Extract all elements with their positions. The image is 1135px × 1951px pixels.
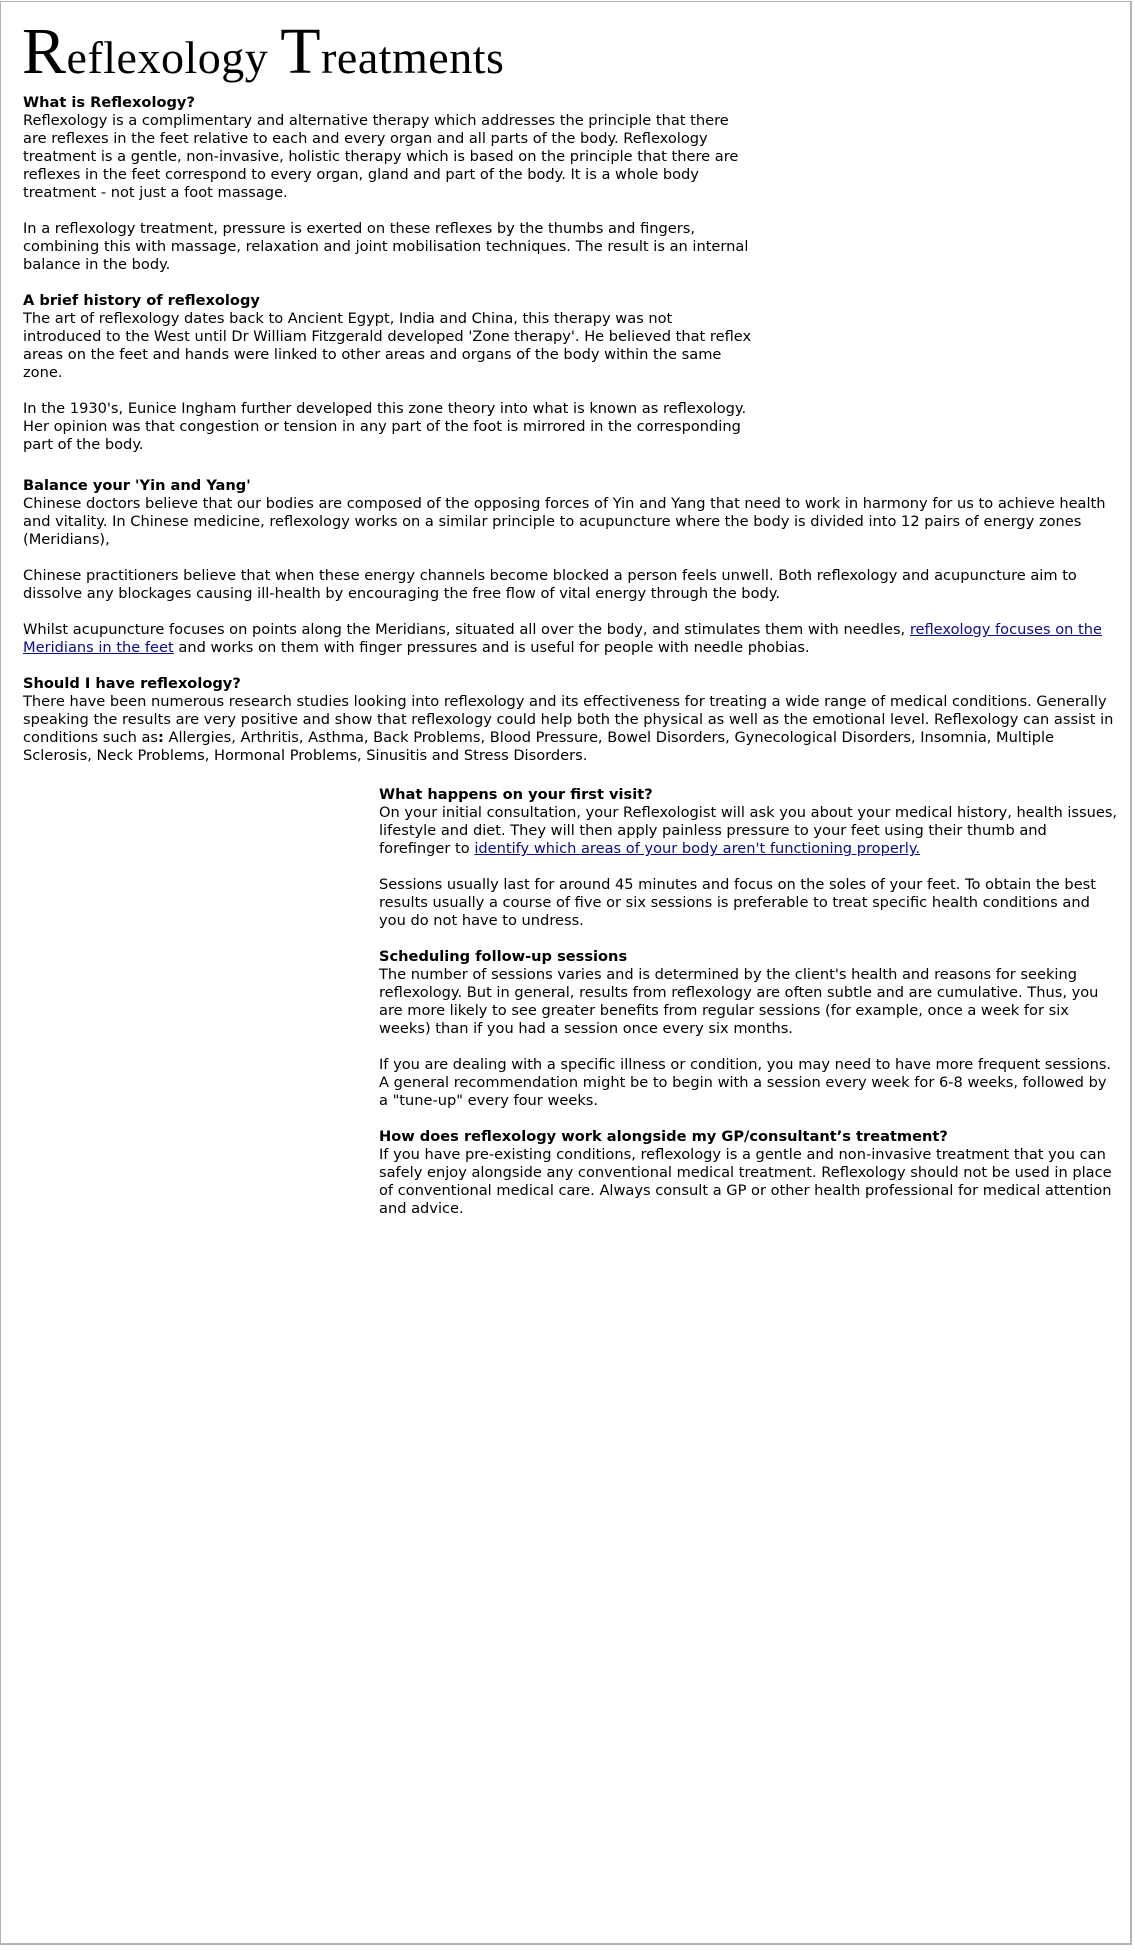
left-column bbox=[23, 94, 753, 472]
meridians-feet-link[interactable]: reflexology focuses on the Meridians in the feet bbox=[23, 621, 1102, 656]
section-heading: Scheduling follow-up sessions bbox=[379, 948, 628, 965]
identify-areas-link[interactable]: identify which areas of your body aren't functioning properly. bbox=[474, 840, 921, 857]
paragraph: Chinese practitioners believe that when these energy channels become blocked a person feels unwell. Both reflexology and acupuncture aim to dissolve any blockages causing ill-health by encouraging the free flow of vital energy through the body. bbox=[23, 567, 1077, 602]
section-first-visit bbox=[379, 786, 1119, 930]
section-yin-yang bbox=[23, 477, 1123, 657]
section-history bbox=[23, 292, 753, 454]
paragraph: In a reflexology treatment, pressure is exerted on these reflexes by the thumbs and fingers, combining this with massage, relaxation and joint mobilisation techniques. The result is an internal balance in the body. bbox=[23, 220, 749, 273]
paragraph bbox=[23, 693, 1123, 765]
paragraph: Sessions usually last for around 45 minutes and focus on the soles of your feet. To obtain the best results usually a course of five or six sessions is preferable to treat specific health conditions and you do not have to undress. bbox=[379, 876, 1096, 929]
paragraph: The art of reflexology dates back to Ancient Egypt, India and China, this therapy was not introduced to the West until Dr William Fitzgerald developed 'Zone therapy'. He believed that reflex areas on the feet and hands were linked to other areas and organs of the body within the same zone. bbox=[23, 310, 752, 381]
paragraph-text: On your initial consultation, your Reflexologist will ask you about your medical history, health issues, lifestyle and diet. They will then apply painless pressure to your feet using their thumb and forefinger to bbox=[379, 804, 1118, 857]
bold-colon: : bbox=[158, 729, 164, 746]
section-what-is-reflexology bbox=[23, 94, 753, 274]
section-gp-consultant bbox=[379, 1128, 1119, 1218]
conditions-list-text: Allergies, Arthritis, Asthma, Back Problems, Blood Pressure, Bowel Disorders, Gynecological Disorders, Insomnia, Multiple Sclerosis, Neck Problems, Hormonal Problems, Sinusitis and Stress Disorders. bbox=[23, 729, 1055, 764]
section-heading: A brief history of reflexology bbox=[23, 292, 260, 309]
paragraph bbox=[379, 804, 1119, 858]
paragraph: The number of sessions varies and is determined by the client's health and reasons for seeking reflexology. But in general, results from reflexology are often subtle and are cumulative. Thus, you are more likely to see greater benefits from regular sessions (for example, once a week for six weeks) than if you had a session once every six months. bbox=[379, 966, 1099, 1037]
paragraph: Reflexology is a complimentary and alternative therapy which addresses the principle that there are reflexes in the feet relative to each and every organ and all parts of the body. Reflexology treatment is a gentle, non-invasive, holistic therapy which is based on the principle that there are reflexes in the feet correspond to every organ, gland and part of the body. It is a whole body treatment - not just a foot massage. bbox=[23, 112, 739, 201]
paragraph-text: and works on them with finger pressures and is useful for people with needle phobias. bbox=[173, 639, 810, 656]
section-heading: Balance your 'Yin and Yang' bbox=[23, 477, 251, 494]
right-column bbox=[379, 786, 1119, 1236]
section-heading: How does reflexology work alongside my GP/consultant’s treatment? bbox=[379, 1128, 948, 1145]
page-title bbox=[22, 15, 505, 88]
paragraph bbox=[23, 621, 1123, 657]
section-should-i bbox=[23, 675, 1123, 765]
paragraph: Chinese doctors believe that our bodies are composed of the opposing forces of Yin and Yang that need to work in harmony for us to achieve health and vitality. In Chinese medicine, reflexology works on a similar principle to acupuncture where the body is divided into 12 pairs of energy zones (Meridians), bbox=[23, 495, 1106, 548]
section-heading: What is Reflexology? bbox=[23, 94, 195, 111]
page-title-initial-t: T bbox=[280, 15, 322, 88]
section-heading: What happens on your first visit? bbox=[379, 786, 653, 803]
paragraph: If you have pre-existing conditions, reflexology is a gentle and non-invasive treatment that you can safely enjoy alongside any conventional medical treatment. Reflexology should not be used in place of conventional medical care. Always consult a GP or other health professional for medical attention and advice. bbox=[379, 1146, 1112, 1217]
page-title-initial-r: R bbox=[22, 15, 67, 88]
paragraph-text: Whilst acupuncture focuses on points along the Meridians, situated all over the body, and stimulates them with needles, bbox=[23, 621, 910, 638]
full-width-column bbox=[23, 477, 1123, 783]
section-heading: Should I have reflexology? bbox=[23, 675, 241, 692]
page-title-word-2: reatments bbox=[321, 32, 505, 83]
paragraph-text: There have been numerous research studies looking into reflexology and its effectiveness for treating a wide range of medical conditions. Generally speaking the results are very positive and show that reflexology could help both the physical as well as the emotional level. Reflexology can assist in conditions such as bbox=[23, 693, 1114, 746]
page-title-word-1: eflexology bbox=[66, 32, 281, 83]
section-scheduling bbox=[379, 948, 1119, 1110]
paragraph: If you are dealing with a specific illness or condition, you may need to have more frequent sessions. A general recommendation might be to begin with a session every week for 6-8 weeks, followed by a "tune-up" every four weeks. bbox=[379, 1056, 1112, 1109]
paragraph: In the 1930's, Eunice Ingham further developed this zone theory into what is known as reflexology. Her opinion was that congestion or tension in any part of the foot is mirrored in the corresponding part of the body. bbox=[23, 400, 747, 453]
